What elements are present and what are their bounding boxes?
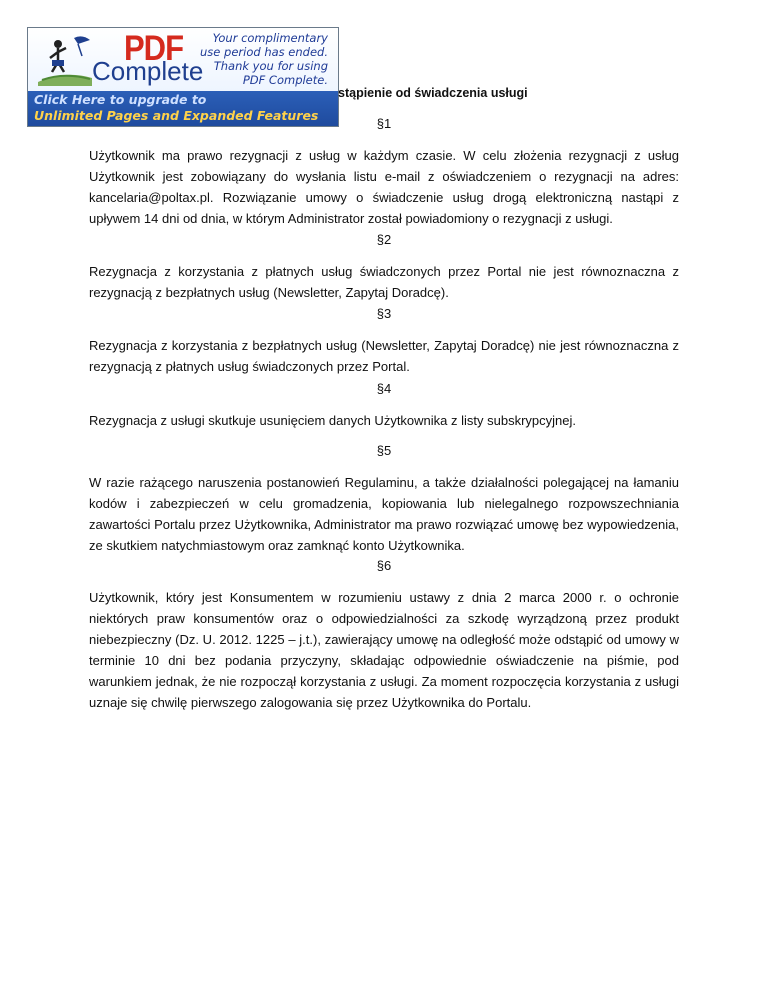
- paragraph-mark: §4: [376, 381, 392, 396]
- section-6: [89, 558, 679, 713]
- paragraph-mark: §3: [376, 306, 392, 321]
- paragraph-mark: §2: [376, 232, 392, 247]
- section-1: [89, 116, 679, 229]
- banner-top: [28, 28, 338, 91]
- section-4: [89, 381, 679, 431]
- promo-line: PDF Complete.: [242, 73, 328, 87]
- pdf-complete-upgrade-banner[interactable]: [27, 27, 339, 127]
- paragraph-text: Rezygnacja z korzystania z płatnych usług świadczonych przez Portal nie jest równoznaczna z rezygnacją z bezpłatnych usług (Newsletter, Zapytaj Doradcę).: [89, 264, 679, 300]
- paragraph-text: Użytkownik ma prawo rezygnacji z usług w każdym czasie. W celu złożenia rezygnacji z usług Użytkownik jest zobowiązany do wysłania listu e-mail z oświadczeniem o rezygnacji na adres: kancelaria@poltax.pl. Rozwiązanie umowy o świadczenie usług drogą elektroniczną nastąpi z upływem 14 dni od dnia, w którym Administrator został powiadomiony o rezygnacji z usługi.: [89, 148, 679, 226]
- paragraph-text: W razie rażącego naruszenia postanowień Regulaminu, a także działalności polegającej na łamaniu kodów i zabezpieczeń w celu gromadzenia, kopiowania lub nielegalnego rozpowszechniania zawartości Portalu przez Użytkownika, Administrator ma prawo rozwiązać umowę bez wypowiedzenia, ze skutkiem natychmiastowym oraz zamknąć konto Użytkownika.: [89, 475, 679, 553]
- paragraph-text: Użytkownik, który jest Konsumentem w rozumieniu ustawy z dnia 2 marca 2000 r. o ochronie niektórych praw konsumentów oraz o odpowiedzialności za szkodę wyrządzoną przez produkt niebezpieczny (Dz. U. 2012. 1225 – j.t.), zawierający umowę na odległość może odstąpić od umowy w terminie 10 dni bez podania przyczyny, składając odpowiednie oświadczenie na piśmie, pod warunkiem jednak, że nie rozpoczął korzystania z usługi. Za moment rozpoczęcia korzystania z usługi uznaje się chwilę pierwszego zalogowania się przez Użytkownika do Portalu.: [89, 590, 679, 710]
- paragraph-mark: §1: [376, 116, 392, 131]
- promo-line: use period has ended.: [200, 45, 328, 59]
- paragraph-text: Rezygnacja z usługi skutkuje usunięciem danych Użytkownika z listy subskrypcyjnej.: [89, 413, 576, 428]
- promo-message: [178, 31, 328, 87]
- section-3: [89, 306, 679, 377]
- paragraph-text: Rezygnacja z korzystania z bezpłatnych usług (Newsletter, Zapytaj Doradcę) nie jest równoznaczna z rezygnacją z płatnych usług świadczonych przez Portal.: [89, 338, 679, 374]
- paragraph-mark: §6: [376, 558, 392, 573]
- section-5: [89, 443, 679, 556]
- promo-line: Thank you for using: [213, 59, 328, 73]
- upgrade-link-line1[interactable]: Click Here to upgrade to: [34, 92, 207, 107]
- document-title: stąpienie od świadczenia usługi: [338, 86, 528, 100]
- brand-pdf-text: PDF: [124, 27, 183, 68]
- section-2: [89, 232, 679, 303]
- paragraph-mark: §5: [376, 443, 392, 458]
- pdf-complete-logo-icon: [34, 32, 94, 86]
- upgrade-link-line2[interactable]: Unlimited Pages and Expanded Features: [34, 108, 319, 123]
- promo-line: Your complimentary: [212, 31, 328, 45]
- brand-complete-text: Complete: [92, 56, 204, 86]
